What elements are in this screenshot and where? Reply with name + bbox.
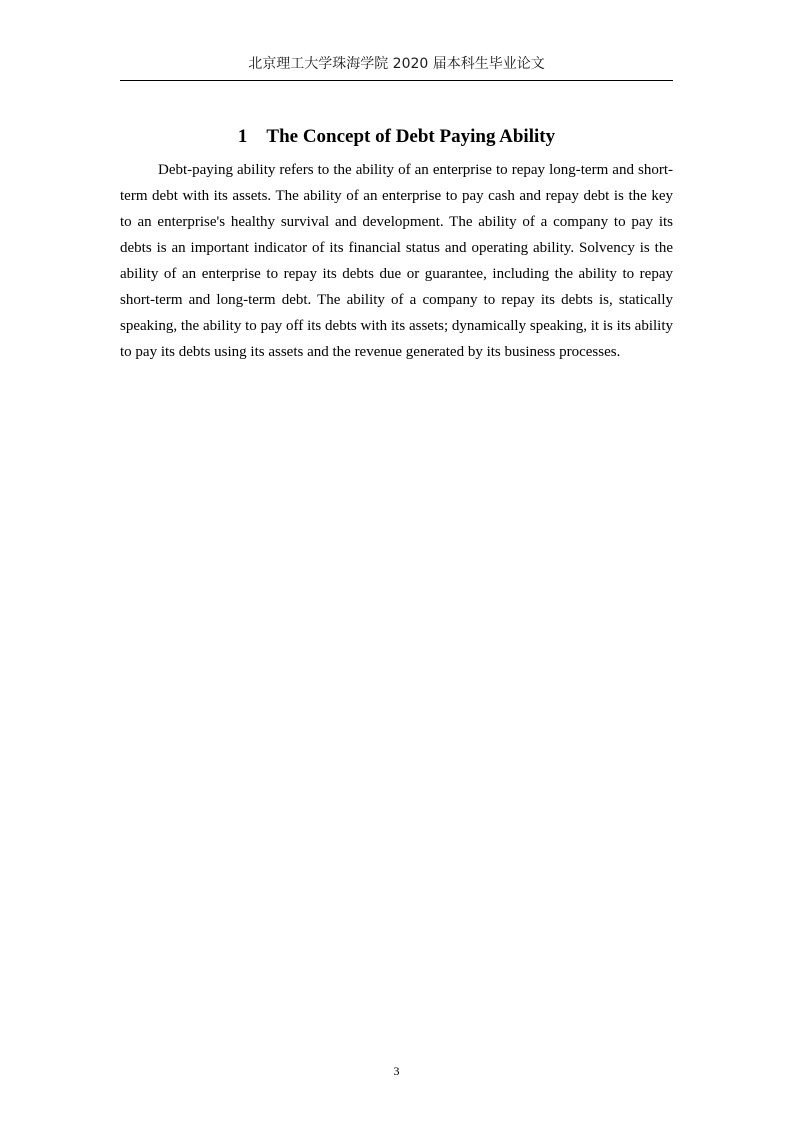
header-divider: [120, 80, 673, 81]
page-number: 3: [393, 1064, 400, 1078]
running-header: 北京理工大学珠海学院 2020 届本科生毕业论文: [248, 56, 545, 72]
chapter-number: 1: [237, 126, 248, 147]
body-paragraph: Debt-paying ability refers to the ability of an enterprise to repay long-term and short-term debt with its assets. The ability of an enterprise to pay cash and repay debt is the key to an enterprise's healthy survival and development. The ability of a company to pay its debts is an important indicator of its financial status and operating ability. Solvency is the ability of an enterprise to repay its debts due or guarantee, including the ability to repay short-term and long-term debt. The ability of a company to repay its debts is, statically speaking, the ability to pay off its debts with its assets; dynamically speaking, it is its ability to pay its debts using its assets and the revenue generated by its business processes.: [120, 162, 673, 360]
chapter-heading: [120, 124, 673, 150]
chapter-title: The Concept of Debt Paying Ability: [266, 126, 556, 147]
